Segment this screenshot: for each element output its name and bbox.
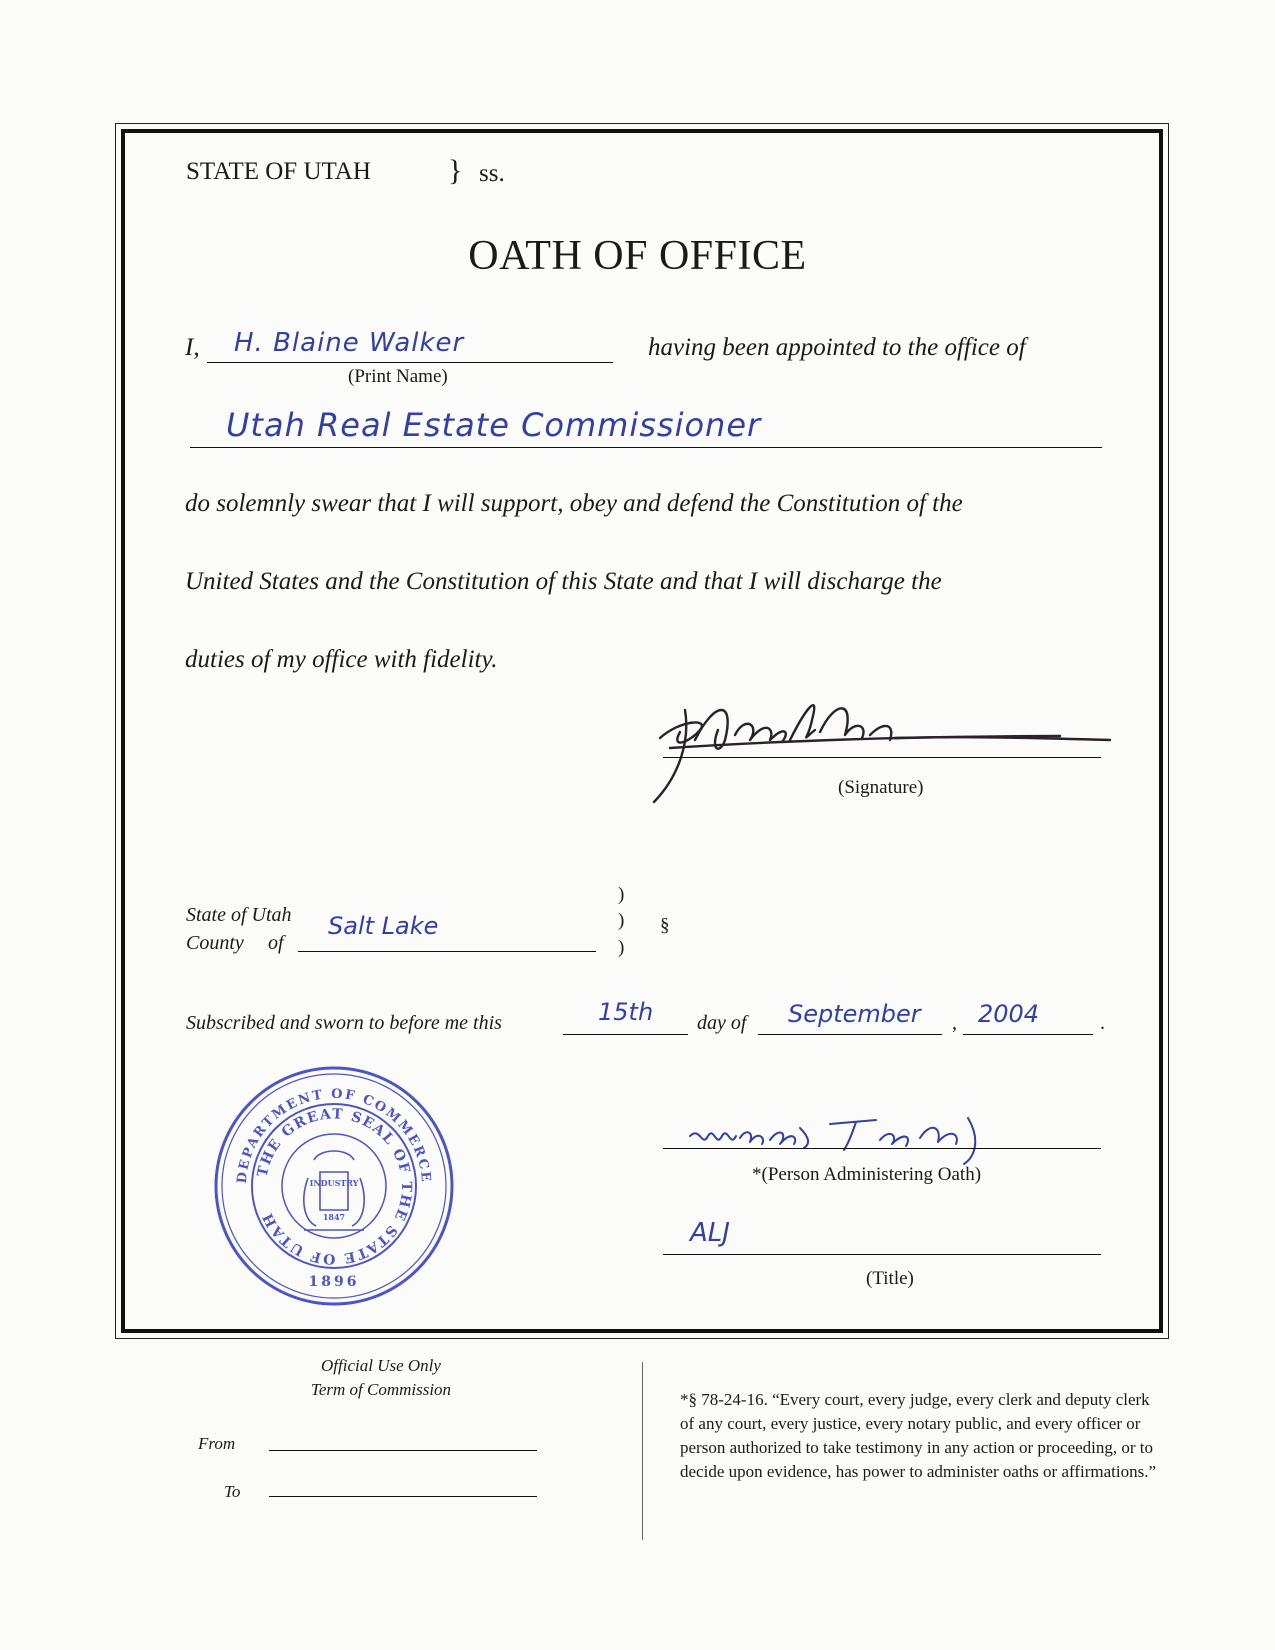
signature-line [663, 757, 1101, 758]
print-name-label: (Print Name) [348, 366, 448, 387]
venue-county-label: County [186, 932, 244, 954]
state-seal [208, 1060, 460, 1312]
from-label: From [198, 1434, 236, 1453]
year-handwritten: 2004 [978, 1000, 1040, 1028]
official-use-label: Official Use Only [321, 1356, 441, 1375]
seal-center-text: INDUSTRY [309, 1178, 359, 1188]
from-line [269, 1450, 537, 1451]
name-handwritten: H. Blaine Walker [234, 328, 465, 358]
county-handwritten: Salt Lake [328, 912, 439, 940]
seal-ring-text: THE GREAT SEAL OF THE STATE OF UTAH [254, 1106, 415, 1267]
paren-3: ) [618, 937, 625, 958]
month-line [758, 1034, 942, 1035]
name-line [207, 362, 613, 363]
administrator-label: *(Person Administering Oath) [752, 1164, 982, 1185]
footer-divider [642, 1362, 643, 1540]
seal-year-bottom: 1896 [308, 1274, 360, 1290]
day-line [563, 1034, 688, 1035]
administrator-line [663, 1148, 1101, 1149]
oath-line-2: United States and the Constitution of this State and that I will discharge the [185, 568, 942, 595]
subscribed-text: Subscribed and sworn to before me this [186, 1012, 502, 1034]
to-label: To [224, 1482, 241, 1501]
pronoun: I, [185, 334, 200, 361]
seal-year-center: 1847 [322, 1212, 346, 1222]
office-line [190, 447, 1102, 448]
to-line [269, 1496, 537, 1497]
period: . [1100, 1012, 1105, 1034]
statute-note: *§ 78-24-16. “Every court, every judge, every clerk and deputy clerk of any court, every justice, every notary public, and every officer or person authorized to take testimony in any action or proceeding, or to decide upon evidence, has power to administer oaths or affirmations.” [680, 1390, 1157, 1481]
section-symbol: § [660, 915, 670, 936]
day-handwritten: 15th [598, 998, 654, 1026]
oath-line-3: duties of my office with fidelity. [185, 646, 498, 673]
title-handwritten: ALJ [690, 1218, 730, 1248]
title-line [663, 1254, 1101, 1255]
venue-state: State of Utah [186, 904, 292, 926]
oath-line-1: do solemnly swear that I will support, obey and defend the Constitution of the [185, 490, 963, 517]
office-handwritten: Utah Real Estate Commissioner [226, 406, 762, 444]
document-title: OATH OF OFFICE [468, 233, 807, 279]
seal-outer-text: DEPARTMENT OF COMMERCE [234, 1086, 434, 1185]
term-label: Term of Commission [310, 1380, 452, 1399]
paren-2: ) [618, 910, 625, 931]
paren-1: ) [618, 884, 625, 905]
venue-of-label: of [268, 932, 284, 954]
county-line [298, 951, 596, 952]
comma: , [952, 1012, 957, 1034]
brace: } [448, 154, 463, 187]
day-of-label: day of [697, 1012, 747, 1034]
month-handwritten: September [788, 1000, 921, 1028]
state-heading: STATE OF UTAH [186, 158, 371, 185]
title-label: (Title) [866, 1268, 914, 1289]
administrator-signature [680, 1108, 1040, 1168]
ss-label: ss. [479, 160, 505, 187]
year-line [963, 1034, 1093, 1035]
appointed-text: having been appointed to the office of [648, 334, 1026, 361]
signature-label: (Signature) [838, 777, 924, 798]
